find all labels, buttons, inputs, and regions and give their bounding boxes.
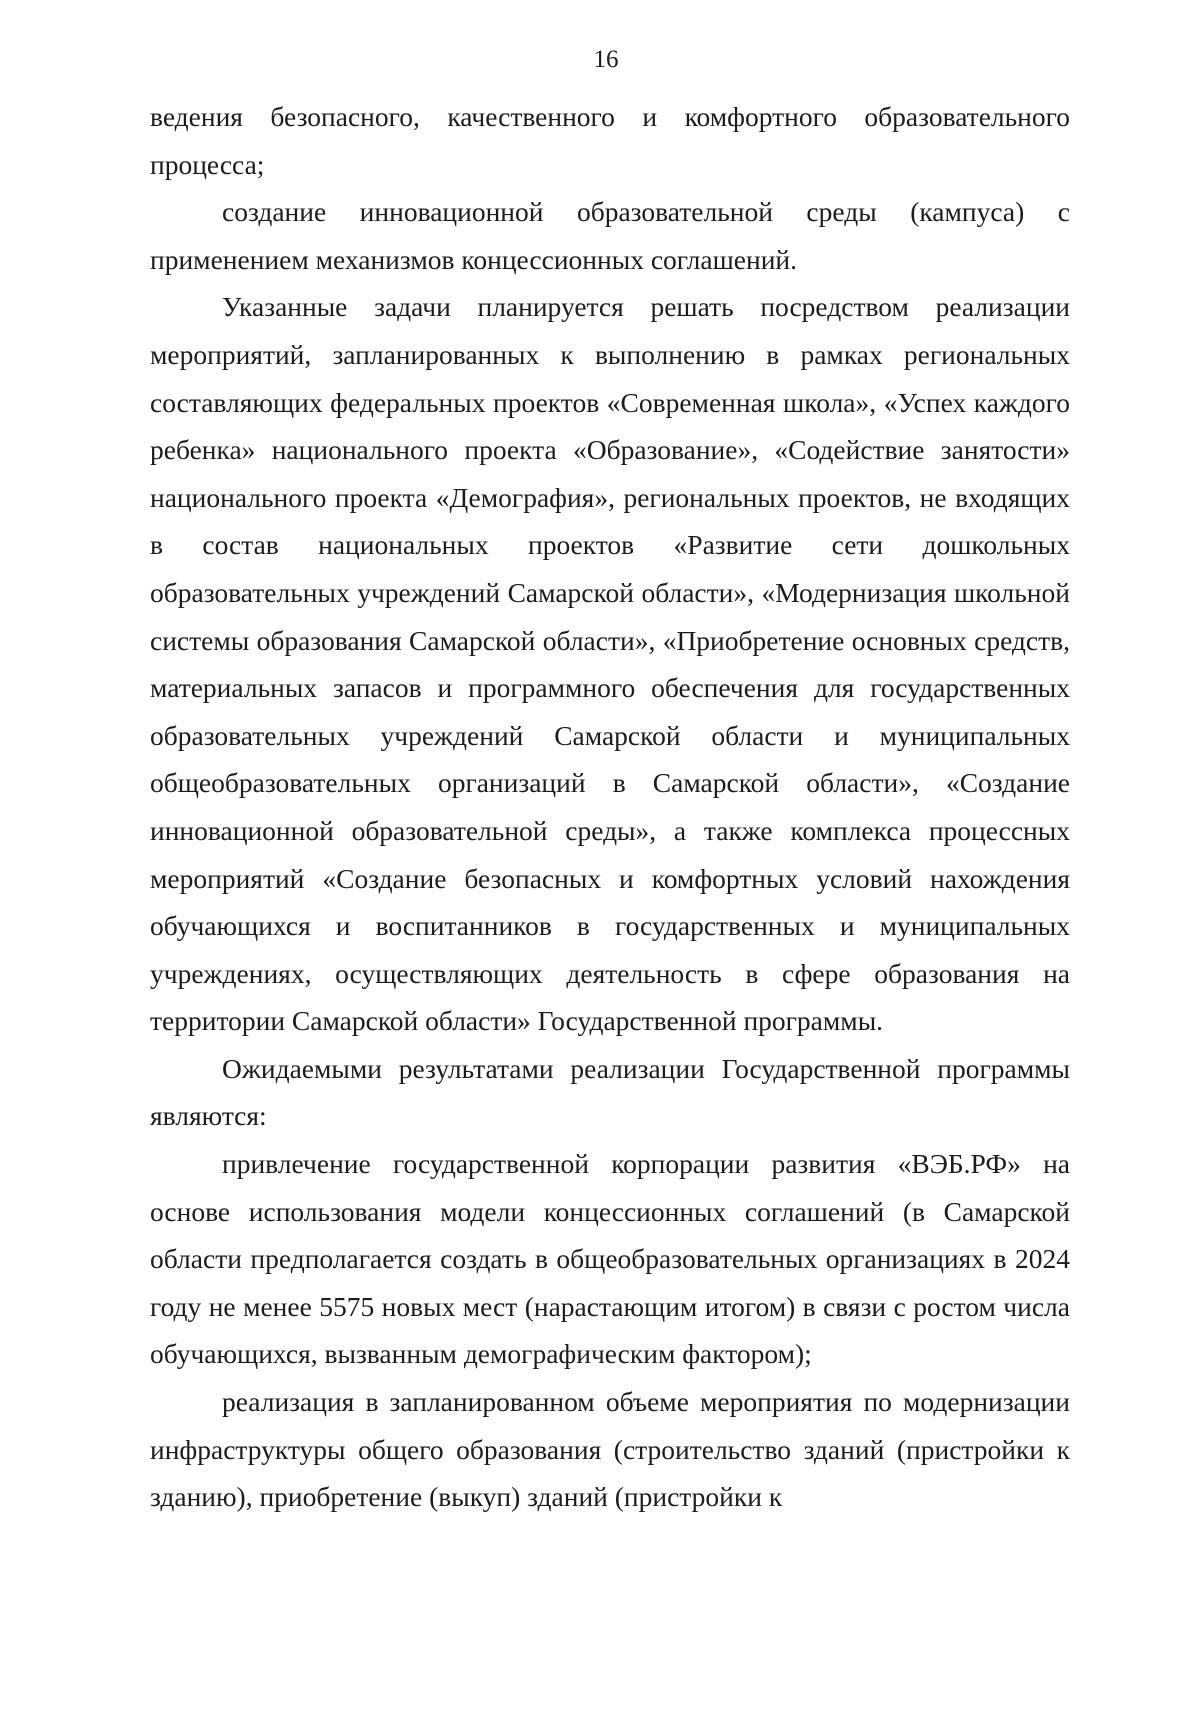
paragraph-campus: создание инновационной образовательной среды (кампуса) с применением механизмов концессионных соглашений.: [150, 196, 1070, 275]
paragraph-expected-results: Ожидаемыми результатами реализации Государственной программы являются:: [150, 1052, 1070, 1132]
page-number: 16: [593, 46, 619, 73]
paragraph-tasks: Указанные задачи планируется решать посредством реализации мероприятий, запланированных к выполнению в рамках региональных составляющих федеральных проектов «Современная школа», «Успех каждого ребенка» национального проекта «Образование», «Содействие занятости» национального проекта «Демография», региональных проектов, не входящих в состав национальных проектов «Развитие сети дошкольных образовательных учреждений Самарской области», «Модернизация школьной системы образования Самарской области», «Приобретение основных средств, материальных запасов и программного обеспечения для государственных образовательных учреждений Самарской области и муниципальных общеобразовательных организаций в Самарской области», «Создание инновационной образовательной среды», а также комплекса процессных мероприятий «Создание безопасных и комфортных условий нахождения обучающихся и воспитанников в государственных и муниципальных учреждениях, осуществляющих деятельность в сфере образования на территории Самарской области» Государственной программы.: [150, 291, 1070, 1037]
document-body: [150, 93, 1070, 1521]
paragraph-continuation: ведения безопасного, качественного и комфортного образовательного процесса;: [150, 101, 1070, 180]
paragraph-veb-rf: привлечение государственной корпорации развития «ВЭБ.РФ» на основе использования модели концессионных соглашений (в Самарской области предполагается создать в общеобразовательных организациях в 2024 году не менее 5575 новых мест (нарастающим итогом) в связи с ростом числа обучающихся, вызванным демографическим фактором);: [150, 1148, 1070, 1370]
paragraph-modernization: реализация в запланированном объеме мероприятия по модернизации инфраструктуры общего образования (строительство зданий (пристройки к зданию), приобретение (выкуп) зданий (пристройки к: [150, 1386, 1070, 1513]
